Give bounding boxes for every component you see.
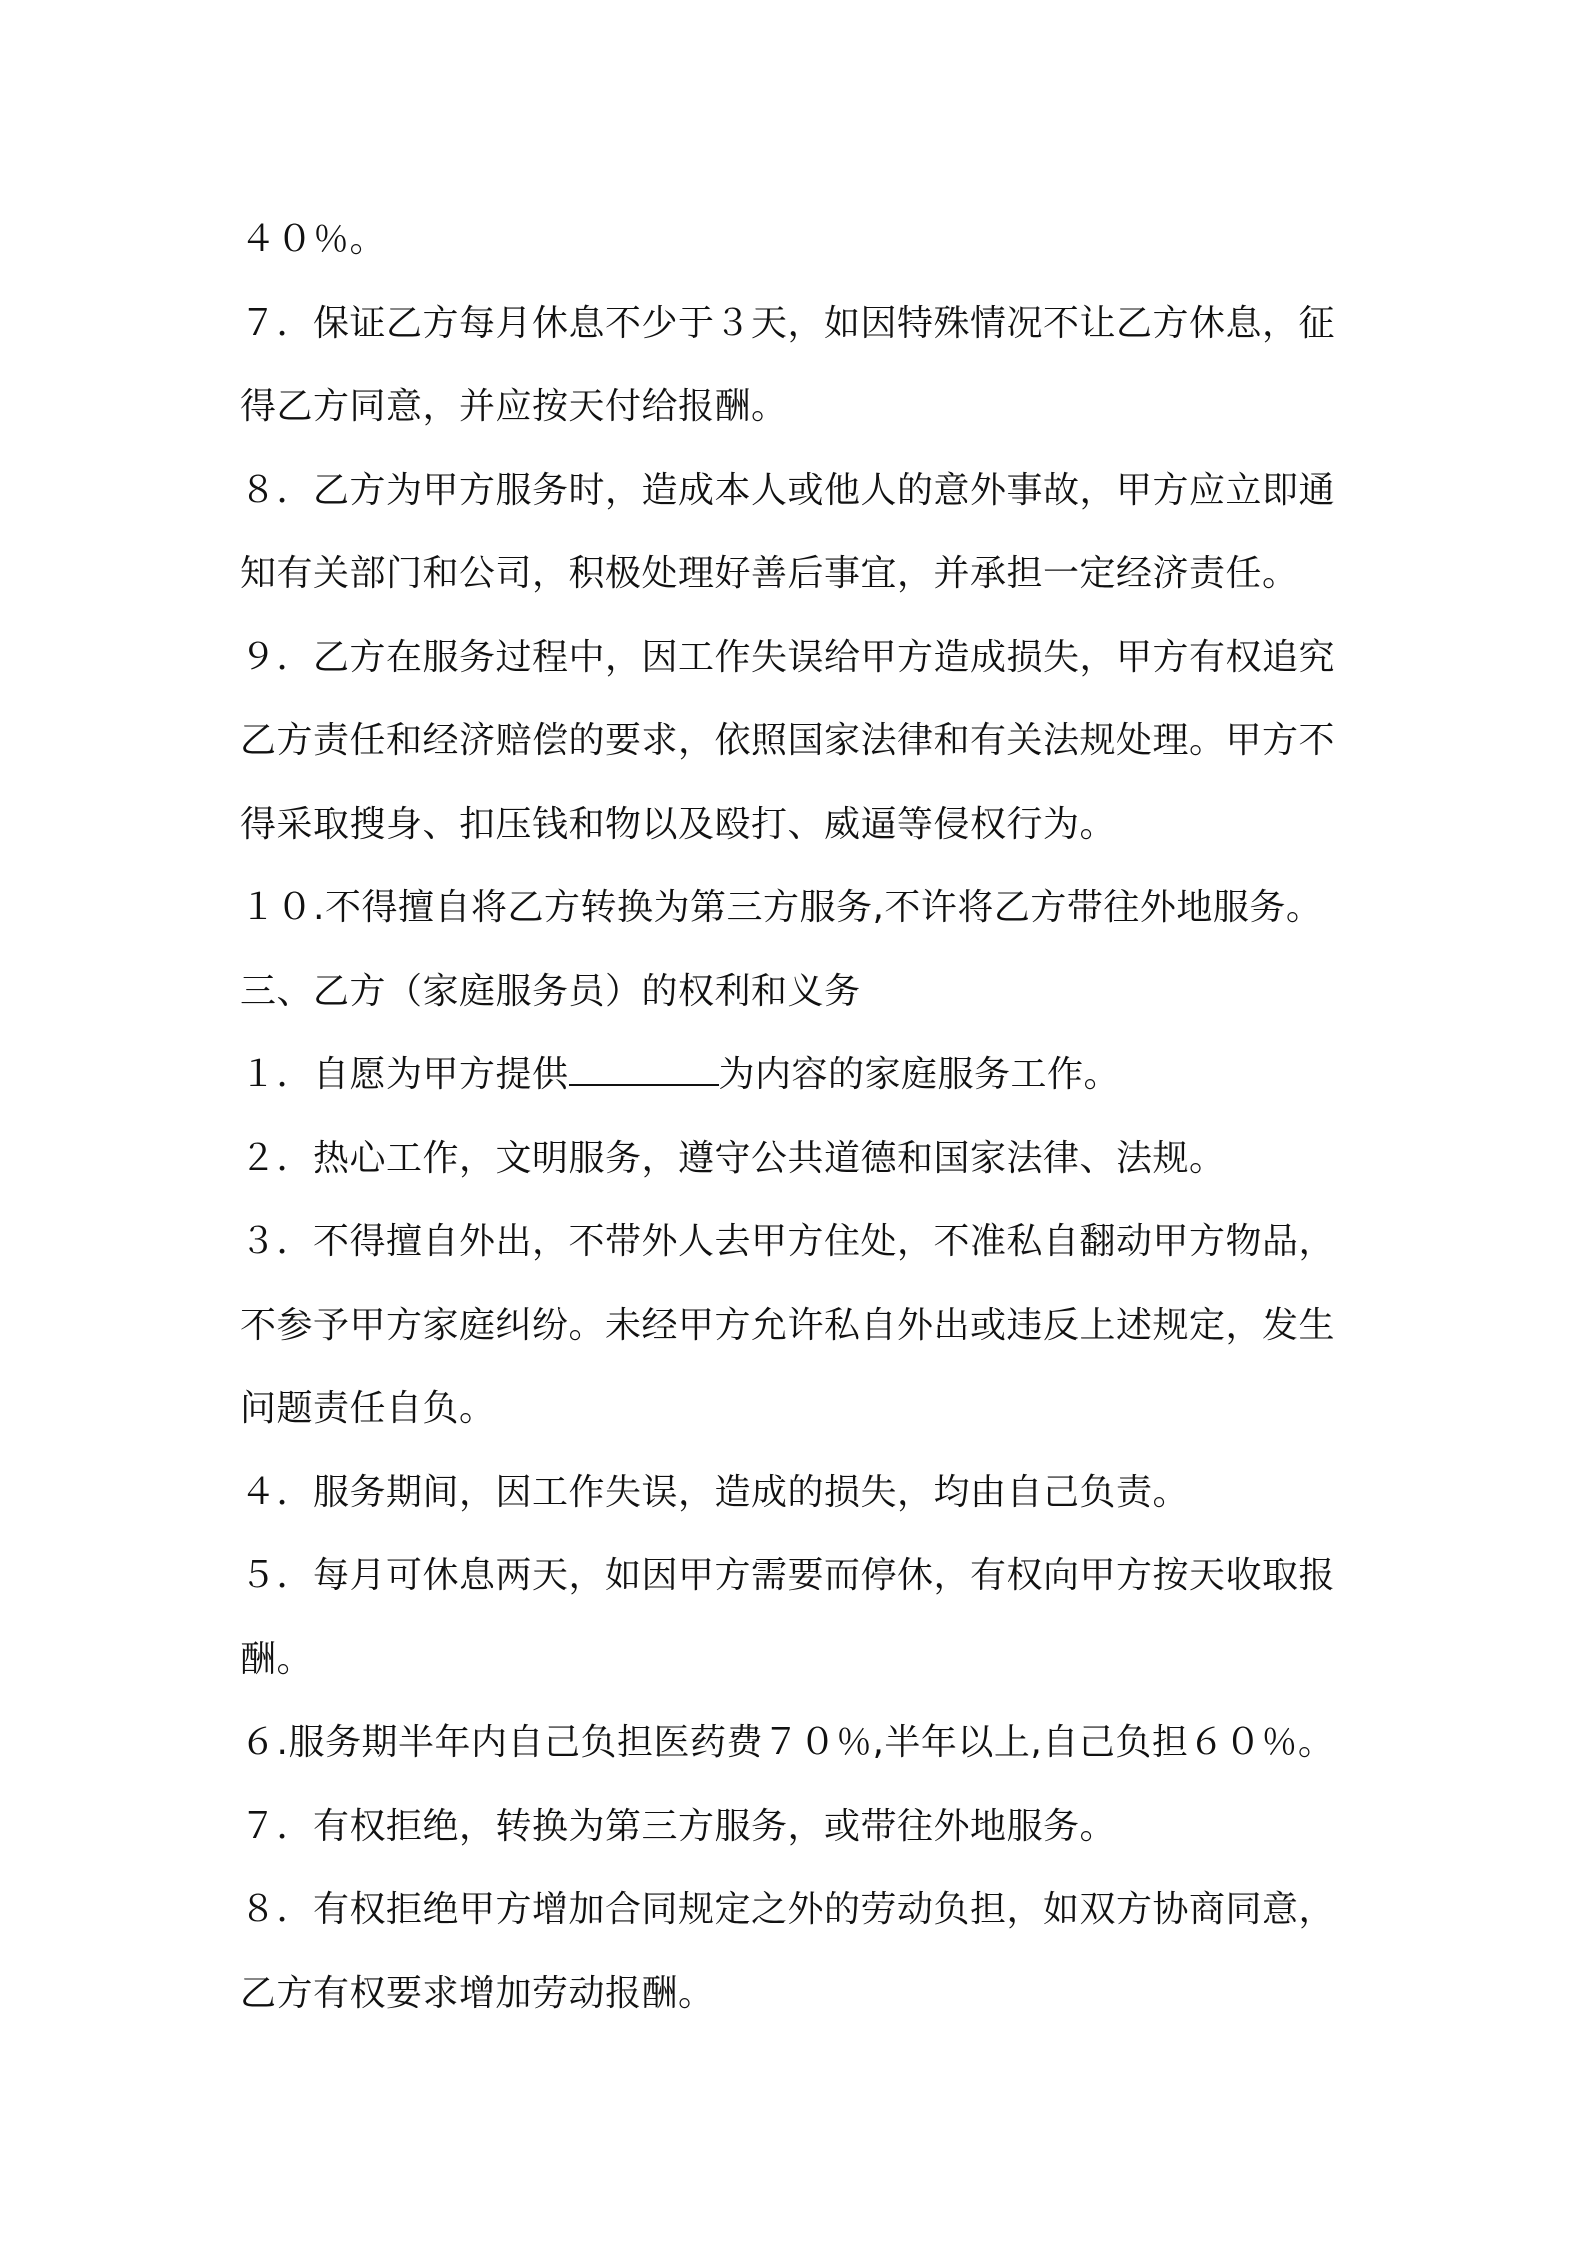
text-line: ９．乙方在服务过程中，因工作失误给甲方造成损失，甲方有权追究 (240, 636, 1336, 678)
text-line: ２．热心工作，文明服务，遵守公共道德和国家法律、法规。 (240, 1137, 1226, 1179)
text-line: 乙方有权要求增加劳动报酬。 (240, 1972, 715, 2014)
text-line: 问题责任自负。 (240, 1388, 496, 1429)
text-line: ７．保证乙方每月休息不少于３天，如因特殊情况不让乙方休息，征 (240, 302, 1336, 344)
text-line: 乙方责任和经济赔偿的要求，依照国家法律和有关法规处理。甲方不 (240, 720, 1336, 761)
text-fragment: 为内容的家庭服务工作。 (718, 1054, 1121, 1095)
text-line: 得采取搜身、扣压钱和物以及殴打、威逼等侵权行为。 (240, 803, 1117, 845)
text-line: ６.服务期半年内自己负担医药费７０％,半年以上,自己负担６０％。 (240, 1722, 1335, 1763)
section-heading: 三、乙方（家庭服务员）的权利和义务 (240, 970, 861, 1012)
text-line: ７．有权拒绝，转换为第三方服务，或带往外地服务。 (240, 1805, 1117, 1847)
text-line: ３．不得擅自外出，不带外人去甲方住处，不准私自翻动甲方物品， (240, 1221, 1336, 1262)
text-line: 酬。 (240, 1638, 314, 1680)
text-line: ８．乙方为甲方服务时，造成本人或他人的意外事故，甲方应立即通 (240, 469, 1336, 511)
contract-text (240, 198, 1370, 2035)
text-line: 不参予甲方家庭纠纷。未经甲方允许私自外出或违反上述规定，发生 (240, 1304, 1336, 1346)
text-line: ５．每月可休息两天，如因甲方需要而停休，有权向甲方按天收取报 (240, 1555, 1336, 1596)
text-fragment: １．自愿为甲方提供 (240, 1054, 569, 1095)
fill-in-blank (569, 1054, 719, 1086)
text-line: 得乙方同意，并应按天付给报酬。 (240, 386, 788, 427)
text-line: 知有关部门和公司，积极处理好善后事宜，并承担一定经济责任。 (240, 553, 1299, 594)
text-line-with-blank (240, 1033, 1370, 1117)
text-line: ４．服务期间，因工作失误，造成的损失，均由自己负责。 (240, 1471, 1190, 1513)
text-line: ４０％。 (240, 219, 387, 260)
text-line: １０.不得擅自将乙方转换为第三方服务,不许将乙方带往外地服务。 (240, 887, 1323, 928)
text-line: ８．有权拒绝甲方增加合同规定之外的劳动负担，如双方协商同意， (240, 1889, 1336, 1930)
